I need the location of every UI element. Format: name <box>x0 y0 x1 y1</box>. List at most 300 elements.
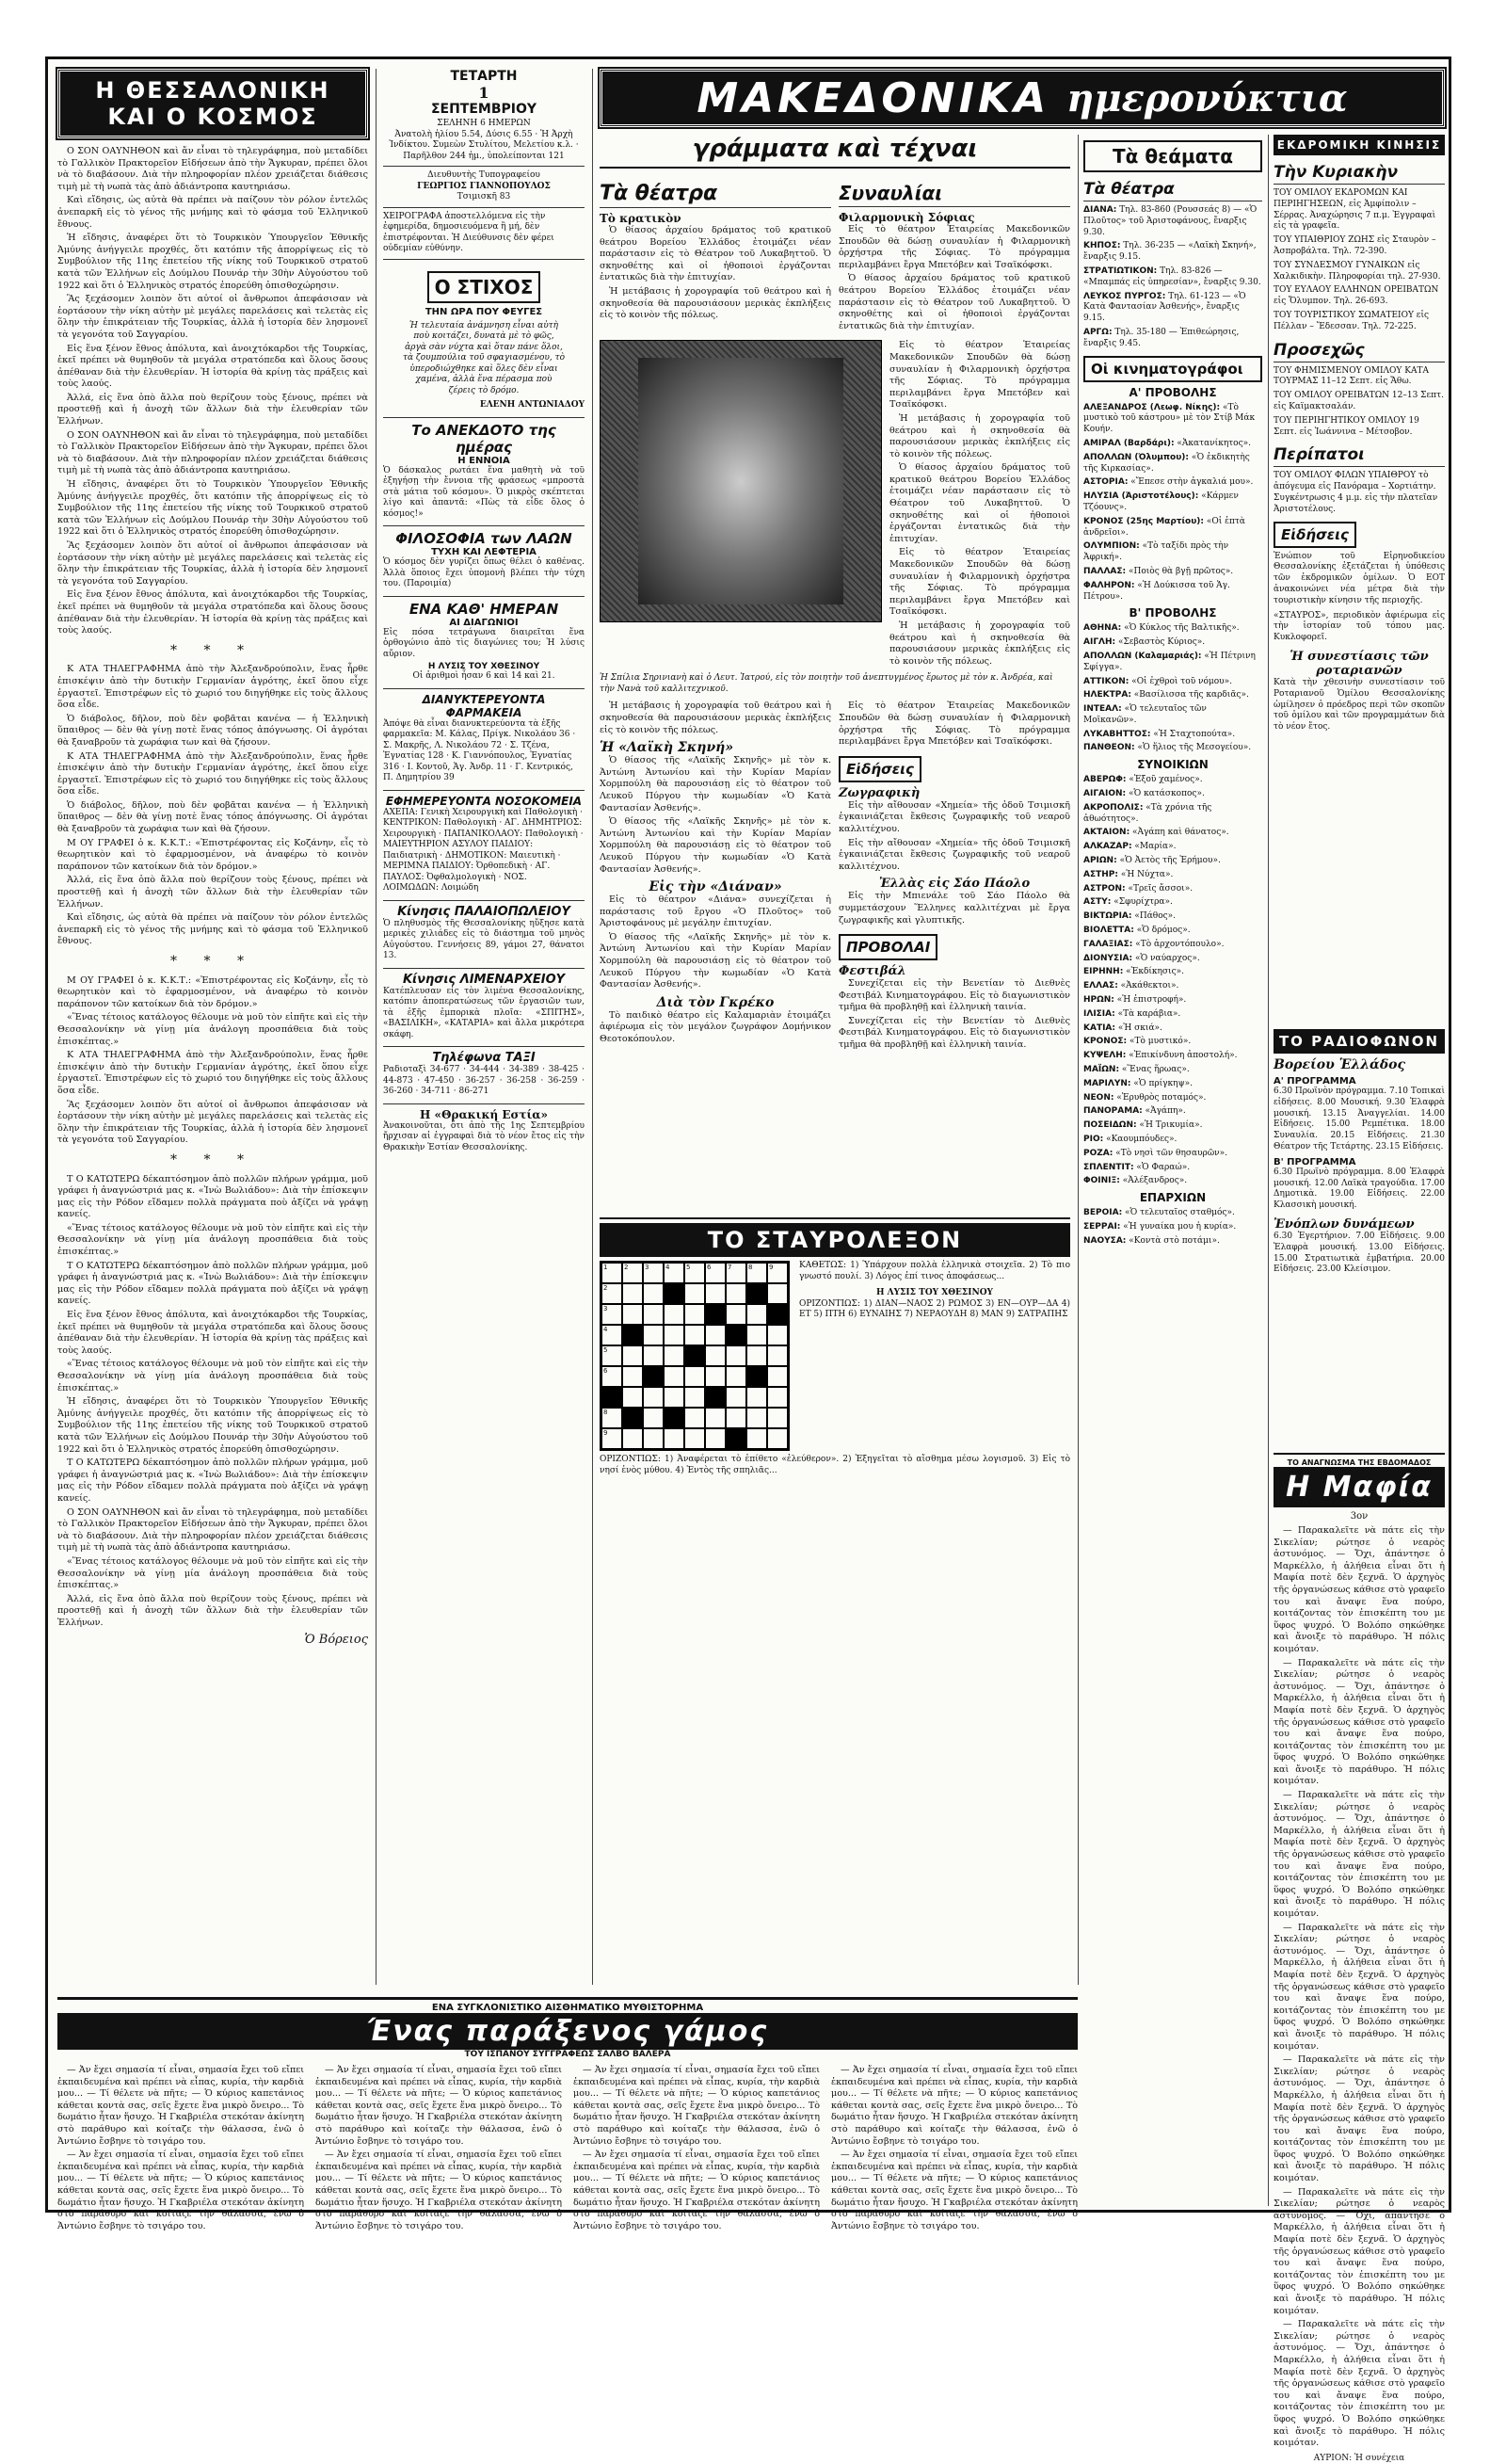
cinema-listing: ΠΑΝΟΡΑΜΑ: «Ἀγάπη». <box>1083 1106 1186 1117</box>
festival-title: Φεστιβάλ <box>839 964 906 979</box>
cinema-listing: ΦΑΛΗΡΟΝ: «Ἡ Δούκισσα τοῦ Ἁγ. Πέτρου». <box>1083 580 1230 602</box>
crossword-cell[interactable] <box>622 1345 643 1366</box>
crossword-cell[interactable] <box>767 1408 788 1428</box>
column-excursions <box>1274 135 1445 1020</box>
excursion-listing: ΤΟΥ ΟΜΙΛΟΥ ΟΡΕΙΒΑΤΩΝ 12–13 Σεπτ. εἰς Καϊμακτσαλάν. <box>1274 391 1444 411</box>
news-text-right: Ἐνώπιον τοῦ Εἰρηνοδικείου Θεσσαλονίκης ἐξετάζεται ἡ ὑπόθεσις τῶν ἐκδρομικῶν ὁμίλων. Ὁ ΕΟΤ ἀνακοινώνει νέα μέτρα διὰ τὴν τουριστικὴν κίνησιν τῆς περιοχῆς. <box>1274 551 1445 605</box>
article-paragraph: Ο ΣΟΝ ΟΑΥΝΗΘΟΝ καὶ ἄν εἶναι τὸ τηλεγράφημα, ποὺ μεταδίδει τὸ Γαλλικὸν Πρακτορεῖον Εἰδήσεων ἀπὸ τὴν Ἄγκυραν, πρέπει ὅλοι νὰ τὸ διαβάσουν. Διὰ τὴν πληροφορίαν πλέον χρειάζεται διάθεσις τιμὴ μὲ τὴ νωπὰ τὰς ἀπὸ ἀδιάντροπα καυτηριάσω. <box>57 1506 368 1554</box>
crossword-cell[interactable] <box>705 1428 726 1449</box>
article-paragraph: Τ Ο ΚΑΤΩΤΕΡΩ δέκαπτόσημον ἀπὸ πολλῶν πλήρων γράμμα, μοῦ γράφει ἡ ἀναγνώστριά μας κ. «Ἰνὼ Βωλιάδου»: Διὰ τὴν ἐπίσκεψιν μας εἰς τὴν Ρόδον εἴδαμεν πολλὰ πράγματα ποὺ ἀξίζει νὰ γράψῃ κανείς. <box>57 1260 368 1307</box>
harbor-text: Κατέπλευσαν εἰς τὸν λιμένα Θεσσαλονίκης, κατόπιν ἀποπερατώσεως τῶν ἐργασιῶν των, τὰ ἑξῆς ἐμπορικὰ πλοῖα: «ΣΠΙΤΗΣ», «ΒΑΣΙΛΙΚΗ», «ΚΑΤΑΡΙΑ» καὶ ἄλλα μικρότερα σκάφη. <box>383 986 585 1039</box>
crossword-cell[interactable] <box>622 1366 643 1387</box>
cinema-listing: ΠΑΝΘΕΟΝ: «Ὁ ἥλιος τῆς Μεσογείου». <box>1083 743 1252 753</box>
crossword-cell[interactable] <box>767 1283 788 1304</box>
crossword-cell[interactable] <box>664 1345 684 1366</box>
radio-heading: ΤΟ ΡΑΔΙΟΦΩΝΟΝ <box>1274 1029 1445 1054</box>
province-listings <box>1083 1208 1262 1247</box>
stavros-text: «ΣΤΑΥΡΟΣ», περιοδικὸν ἀφιέρωμα εἰς τὴν ἱστορίαν τοῦ τόπου μας. Κυκλοφορεῖ. <box>1274 610 1445 643</box>
filosofia-title: ΦΙΛΟΣΟΦΙΑ των ΛΑΩΝ <box>395 530 572 547</box>
novel-title: Ένας παράξενος γάμος <box>57 2013 1078 2050</box>
crossword-cell[interactable] <box>643 1304 664 1325</box>
stixos-author: ΕΛΕΝΗ ΑΝΤΩΝΙΑΔΟΥ <box>479 400 585 410</box>
arts-lower-left: Ἡ μετάβασις ἡ χορογραφία τοῦ θεάτρου καὶ ἡ σκηνοθεσία θὰ παρουσιάσουν μερικὰς ἐκπλήξεις εἰς τὸ κοινὸν τῆς πόλεως. Ἡ «Λαϊκὴ Σκηνή» Ὁ θίασος τῆς «Λαϊκῆς Σκηνῆς» μὲ τὸν κ. Ἀντώνη Ἀντωνίου καὶ τὴν Κυρίαν Μαρίαν Χορμπούλη θὰ παρουσιάσῃ εἰς τὸ θέατρον τοῦ Λευκοῦ Πύργου τὴν κωμωδίαν «Ὁ Κατὰ Φαντασίαν Ἀσθενής». Ὁ θίασος τῆς «Λαϊκῆς Σκηνῆς» μὲ τὸν κ. Ἀντώνη Ἀντωνίου καὶ τὴν Κυρίαν Μαρίαν Χορμπούλη θὰ παρουσιάσῃ εἰς τὸ θέατρον τοῦ Λευκοῦ Πύργου τὴν κωμωδίαν «Ὁ Κατὰ Φαντασίαν Ἀσθενής». Εἰς τὴν «Διάναν» Εἰς τὸ θέατρον «Διάνα» συνεχίζεται ἡ παράστασις τοῦ ἔργου «Ὁ Πλοῦτος» τοῦ Ἀριστοφάνους μὲ μεγάλην ἐπιτυχίαν. Ὁ θίασος τῆς «Λαϊκῆς Σκηνῆς» μὲ τὸν κ. Ἀντώνη Ἀντωνίου καὶ τὴν Κυρίαν Μαρίαν Χορμπούλη θὰ παρουσιάσῃ εἰς τὸ θέατρον τοῦ Λευκοῦ Πύργου τὴν κωμωδίαν «Ὁ Κατὰ Φαντασίαν Ἀσθενής». Διὰ τὸν Γκρέκο Τὸ παιδικὸ θέατρο εἰς Καλαμαριὰν ἑτοιμάζει ἀφιέρωμα εἰς τὸν μεγάλον ζωγράφον Δομήνικον Θεοτοκόπουλον. <box>600 701 831 1045</box>
crossword-cell[interactable] <box>705 1366 726 1387</box>
article-paragraph: «Ἕνας τέτοιος κατάλογος θέλουμε νὰ μοῦ τὸν εἰπῆτε καὶ εἰς τὴν Θεσσαλονίκην νὰ γίνῃ μία ἀνάλογη προσπάθεια διὰ τοὺς ἐπισκέπτας.» <box>57 1359 368 1393</box>
crossword-cell[interactable]: 1 <box>601 1263 622 1283</box>
crossword-cell[interactable] <box>664 1283 684 1304</box>
crossword-cell[interactable] <box>643 1325 664 1345</box>
crossword-cell[interactable] <box>684 1304 705 1325</box>
armed-forces-heading: Ἐνόπλων δυνάμεων <box>1274 1216 1415 1232</box>
daily-puzzle-title: ΕΝΑ ΚΑΘ' ΗΜΕΡΑΝ <box>409 600 559 618</box>
column-rule <box>592 69 593 1985</box>
cinema-listing: ΣΠΛΕΝΤΙΤ: «Ὁ Φαραώ». <box>1083 1162 1191 1172</box>
taxi-text: Ραδιοταξὶ 34-677 · 34-444 · 34-389 · 38-425 · 44-873 · 47-450 · 36-257 · 36-258 · 36-259 · 36-260 · 34-711 · 86-271 <box>383 1065 585 1096</box>
cinema-listing: ΡΙΟ: «Καουμπόυδες». <box>1083 1135 1178 1144</box>
crossword-cell[interactable] <box>664 1408 684 1428</box>
cinema-listing: ΑΠΟΛΛΩΝ (Ὀλυμπου): «Ὁ ἐκδικητὴς τῆς Κιρκασίας». <box>1083 452 1250 474</box>
crossword-cell[interactable] <box>643 1366 664 1387</box>
crossword-cell[interactable] <box>726 1283 746 1304</box>
daily-puzzle-subtitle: ΑΙ ΔΙΑΓΩΝΙΟΙ <box>449 617 519 628</box>
upcoming-listings <box>1274 366 1445 439</box>
cinema-listing: ΗΡΩΝ: «Ἡ ἐπιστροφή». <box>1083 995 1187 1006</box>
excursion-listing: ΤΟΥ ΣΥΝΔΕΣΜΟΥ ΓΥΝΑΙΚΩΝ εἰς Χαλκιδικὴν. Πληροφορίαι τηλ. 27-930. <box>1274 260 1441 282</box>
article-paragraph: «Ἕνας τέτοιος κατάλογος θέλουμε νὰ μοῦ τὸν εἰπῆτε καὶ εἰς τὴν Θεσσαλονίκην νὰ γίνῃ μία ἀνάλογη προσπάθεια διὰ τοὺς ἐπισκέπτας.» <box>57 1222 368 1258</box>
column-almanac <box>383 69 585 2004</box>
crossword-cell[interactable] <box>746 1366 767 1387</box>
cinema-listing: ΚΡΟΝΟΣ: «Τὸ μυστικό». <box>1083 1037 1192 1047</box>
article-paragraph: Ἡ εἴδησις, ἀναφέρει ὅτι τὸ Τουρκικὸν Ὑπουργεῖον Ἐθνικῆς Ἀμύνης ἀνήγγειλε προχθές, ὅτι κατόπιν τῆς ἀπορρίψεως εἰς τὸ Συμβούλιον τῆς 11ης ἐπετείου τῆς νίκης τοῦ Τουρκικοῦ στρατοῦ κατὰ τῶν Ἑλλήνων εἰς Δούμλου Πουνάρ τὴν 30ὴν Αὐγούστου τοῦ 1922 καὶ ὅτι ὁ Ἑλληνικὸς στρατός ἐπορεύθη ὀπισθοχώρησιν. <box>57 233 368 291</box>
crossword-cell[interactable]: 6 <box>705 1263 726 1283</box>
theater-listing: ΔΙΑΝΑ: Τηλ. 83-860 (Ρουσσεάς 8) — «Ὁ Πλοῦτος» τοῦ Ἀριστοφάνους, ἔναρξις 9.30. <box>1083 205 1258 237</box>
cinema-listing: ΙΝΤΕΑΛ: «Ὁ τελευταῖος τῶν Μοϊκανῶν». <box>1083 704 1207 725</box>
cinema-listing: ΛΥΚΑΒΗΤΤΟΣ: «Ἡ Σταχτοπούτα». <box>1083 729 1236 739</box>
news-heading: Εἰδήσεις <box>839 756 921 782</box>
population-text: Ὁ πληθυσμὸς τῆς Θεσσαλονίκης ηὔξησε κατὰ μερικὲς χιλιάδες εἰς τὸ διάστημα τοῦ μηνὸς Αὐγούστου. Γεννήσεις 89, γάμοι 27, θάνατοι 13. <box>383 918 585 960</box>
mafia-pretitle: ΤΟ ΑΝΑΓΝΩΣΜΑ ΤΗΣ ΕΒΔΟΜΑΔΟΣ <box>1287 1458 1432 1467</box>
crossword-cell[interactable] <box>684 1325 705 1345</box>
article-paragraph: Κ ΑΤΑ ΤΗΛΕΓΡΑΦΗΜΑ ἀπὸ τὴν Ἀλεξανδρούπολιν, ἕνας ἦρθε ἐπισκέψιν ἀπὸ τὴν δυτικὴν Γερμανίαν ἀγρότης, ἐκεῖ ὅπου εἶχε ἐργαστεῖ. Ἐπιστρέφων εἰς τὸ χωριό του διηγήθηκε εἰς τοὺς ἄλλους ὅσα εἶδε. <box>57 664 368 711</box>
crossword-cell[interactable] <box>705 1408 726 1428</box>
cinema-listing: ΡΟΖΑ: «Τὸ νησὶ τῶν θησαυρῶν». <box>1083 1148 1228 1158</box>
crossword-cell[interactable] <box>726 1304 746 1325</box>
crossword-cell[interactable]: 6 <box>601 1366 622 1387</box>
crossword-cell[interactable]: 5 <box>601 1345 622 1366</box>
cinema-listing: ΑΙΓΛΗ: «Σεβαστὸς Κύριος». <box>1083 637 1206 648</box>
cinema-listing: ΑΛΚΑΖΑΡ: «Μαρία». <box>1083 842 1177 852</box>
crossword-solution-title: Η ΛΥΣΙΣ ΤΟΥ ΧΘΕΣΙΝΟΥ <box>876 1288 993 1297</box>
article-paragraph: Κ ΑΤΑ ΤΗΛΕΓΡΑΦΗΜΑ ἀπὸ τὴν Ἀλεξανδρούπολιν, ἕνας ἦρθε ἐπισκέψιν ἀπὸ τὴν δυτικὴν Γερμανίαν ἀγρότης, ἐκεῖ ὅπου εἶχε ἐργαστεῖ. Ἐπιστρέφων εἰς τὸ χωριό του διηγήθηκε εἰς τοὺς ἄλλους ὅσα εἶδε. <box>57 750 368 797</box>
cinema-listing: ΒΙΚΤΩΡΙΑ: «Πάθος». <box>1083 911 1177 922</box>
stixos-title: Ο ΣΤΙΧΟΣ <box>427 271 541 303</box>
population-box <box>383 900 585 962</box>
novel-pretitle: ΕΝΑ ΣΥΓΚΛΟΝΙΣΤΙΚΟ ΑΙΣΘΗΜΑΤΙΚΟ ΜΥΘΙΣΤΟΡΗΜΑ <box>431 2003 704 2013</box>
crossword-cell[interactable] <box>622 1387 643 1408</box>
crossword-down-clues: ΚΑΘΕΤΩΣ: 1) Ὑπάρχουν πολλὰ ἑλληνικὰ στοιχεῖα. 2) Τὸ πιο γνωστό πουλί. 3) Λόγος ἐπί τινος ἀποφάσεως... <box>799 1261 1070 1281</box>
novel-top-rule <box>57 1997 1078 2000</box>
pharmacies-list: Ἀπόψε θὰ εἶναι διανυκτερεύοντα τὰ ἑξῆς φαρμακεῖα: Μ. Κάλας, Πρίγκ. Νικολάου 36 · Σ. Μακρῆς, Λ. Νικολάου 72 · Σ. Τζένα, Ἐγνατίας 128 · Κ. Γιαννόπουλος, Ἐγνατίας 316 · Ι. Κοντοῦ, Ἁγ. Ἀνδρ. 11 · Γ. Κεντρικός, Π. Δημητρίου 39 <box>383 718 576 782</box>
article-paragraph: Ἂς ξεχάσομεν λοιπὸν ὅτι αὐτοί οἱ ἄνθρωποι ἀπεφάσισαν νὰ ἑορτάσουν τὴν νίκη αὐτὴν μὲ μεγάλες παρελάσεις καὶ τελετὰς εἰς ὅλην τὴν ἐπικράτειαν τῆς Τουρκίας, ἀλλὰ ἡ ἱστορία δὲν λησμονεῖ τὰ γεγονότα τοῦ Σαγγαρίου. <box>57 1099 368 1146</box>
crossword-cell[interactable] <box>664 1304 684 1325</box>
section-divider: * * * <box>170 642 255 658</box>
crossword-across-clues: ΟΡΙΖΟΝΤΙΩΣ: 1) Ἀναφέρεται τὸ ἐπίθετο «ἐλεύθερον». 2) Ἐξηγεῖται τὸ αἴσθημα μέσω λογισμοῦ. 3) Εἰς τὸ νησί ἑνὸς μύθου. 4) Ἐντὸς τῆς σπηλιᾶς... <box>600 1455 1070 1475</box>
armed-forces-text: 6.30 Ἐγερτήριον. 7.00 Εἰδήσεις. 9.00 Ἑλαφρὰ μουσική. 13.00 Εἰδήσεις. 15.00 Στρατιωτικὰ ἐμβατήρια. 20.00 Εἰδήσεις. 23.00 Κλείσιμον. <box>1274 1231 1445 1275</box>
crossword-cell[interactable] <box>767 1387 788 1408</box>
crossword-cell[interactable]: 3 <box>601 1304 622 1325</box>
crossword-cell[interactable] <box>726 1387 746 1408</box>
rotary-text: Κατὰ τὴν χθεσινὴν συνεστίασιν τοῦ Ροταριανοῦ Ὁμίλου Θεσσαλονίκης ὡμίλησεν ὁ πρόεδρος περὶ τῶν σκοπῶν τοῦ ὁμίλου καὶ τῶν προγραμμάτων διὰ τὸ νέον ἔτος. <box>1274 677 1445 733</box>
stixos-box <box>383 266 585 411</box>
sun-info: Ἀνατολὴ ἡλίου 5.54, Δύσις 6.55 · Ἡ Ἀρχὴ Ἰνδίκτου. Συμεὼν Στυλίτου, Μελετίου κ.λ. · Παρῆλθον 244 ἡμ., ὑπολείπονται 121 <box>389 129 579 161</box>
article-paragraph: Ἡ εἴδησις, ἀναφέρει ὅτι τὸ Τουρκικὸν Ὑπουργεῖον Ἐθνικῆς Ἀμύνης ἀνήγγειλε προχθές, ὅτι κατόπιν τῆς ἀπορρίψεως εἰς τὸ Συμβούλιον τῆς 11ης ἐπετείου τῆς νίκης τοῦ Τουρκικοῦ στρατοῦ κατὰ τῶν Ἑλλήνων εἰς Δούμλου Πουνάρ τὴν 30ὴν Αὐγούστου τοῦ 1922 καὶ ὅτι ὁ Ἑλληνικὸς στρατός ἐπορεύθη ὀπισθοχώρησιν. <box>57 1396 368 1455</box>
cinema-listing: ΑΚΡΟΠΟΛΙΣ: «Τὰ χρόνια τῆς ἀθωότητος». <box>1083 802 1212 824</box>
anekdoto-subtitle: Η ΕΝΝΟΙΑ <box>457 455 510 466</box>
crossword-cell[interactable] <box>664 1366 684 1387</box>
crossword-cell[interactable] <box>664 1325 684 1345</box>
crossword-cell[interactable] <box>643 1387 664 1408</box>
crossword-cell[interactable]: 2 <box>601 1283 622 1304</box>
cinema-listing: ΠΟΣΕΙΔΩΝ: «Ἡ Τρικυμία». <box>1083 1120 1203 1131</box>
saopaulo-title: Ἐλλὰς εἰς Σάο Πάολο <box>878 877 1031 892</box>
date-number: 1 <box>478 84 489 102</box>
mafia-serial <box>1274 1453 1445 2463</box>
crossword-cell[interactable] <box>705 1345 726 1366</box>
anekdoto-title: Το ΑΝΕΚΔΟΤΟ της ημέρας <box>411 421 556 456</box>
article-paragraph: Ο ΣΟΝ ΟΑΥΝΗΘΟΝ καὶ ἄν εἶναι τὸ τηλεγράφημα, ποὺ μεταδίδει τὸ Γαλλικὸν Πρακτορεῖον Εἰδήσεων ἀπὸ τὴν Ἄγκυραν, πρέπει ὅλοι νὰ τὸ διαβάσουν. Διὰ τὴν πληροφορίαν πλέον χρειάζεται διάθεσις τιμὴ μὲ τὴ νωπὰ τὰς ἀπὸ ἀδιάντροπα καυτηριάσω. <box>57 146 368 192</box>
cinema-listing: ΕΛΛΑΣ: «Ἀκάθεκτοι». <box>1083 981 1179 991</box>
cinema-listing: ΑΒΕΡΩΦ: «Ἐξοῦ χαμένος». <box>1083 775 1203 785</box>
estia-text: Ἀνακοινοῦται, ὅτι ἀπὸ τῆς 1ης Σεπτεμβρίου ἤρχισαν αἱ ἐγγραφαὶ διὰ τὸ νέον ἔτος εἰς τὴν Θρακικὴν Ἑστίαν Θεσσαλονίκης. <box>383 1120 585 1152</box>
philharmonic-text: Εἰς τὸ θέατρον Ἑταιρείας Μακεδονικῶν Σπουδῶν θὰ δώσῃ συναυλίαν ἡ Φιλαρμονικὴ ὀρχήστρα τῆς Σόφιας. Τὸ πρόγραμμα περιλαμβάνει ἔργα Μπετόβεν καὶ Τσαϊκόφσκι. Ὁ θίασος ἀρχαίου δράματος τοῦ κρατικοῦ θεάτρου Βορείου Ἑλλάδος ἐτοιμάζει νέαν παράστασιν εἰς τὸ Θέατρον τοῦ Λυκαβηττοῦ. Ὁ σκηνοθέτης καὶ οἱ ἠθοποιοὶ ἐργάζονται ἐντατικῶς διὰ τὴν ἐπιτυχίαν. <box>839 224 1070 331</box>
author-signature: Ὁ Βόρειος <box>304 1633 368 1648</box>
article-paragraph: Ἡ εἴδησις, ἀναφέρει ὅτι τὸ Τουρκικὸν Ὑπουργεῖον Ἐθνικῆς Ἀμύνης ἀνήγγειλε προχθές, ὅτι κατόπιν τῆς ἀπορρίψεως εἰς τὸ Συμβούλιον τῆς 11ης ἐπετείου τῆς νίκης τοῦ Τουρκικοῦ στρατοῦ κατὰ τῶν Ἑλλήνων εἰς Δούμλου Πουνάρ τὴν 30ὴν Αὐγούστου τοῦ 1922 καὶ ὅτι ὁ Ἑλληνικὸς στρατός ἐπορεύθη ὀπισθοχώρησιν. <box>57 479 368 538</box>
painting-title: Ζωγραφικὴ <box>839 785 921 800</box>
cinema-listing: ΑΡΙΩΝ: «Ὁ Ἀετὸς τῆς Ἐρήμου». <box>1083 856 1221 866</box>
cinema-listing: ΗΛΕΚΤΡΑ: «Βασίλισσα τῆς καρδιᾶς». <box>1083 690 1249 701</box>
arts-lower-right: Εἰς τὸ θέατρον Ἑταιρείας Μακεδονικῶν Σπουδῶν θὰ δώσῃ συναυλίαν ἡ Φιλαρμονικὴ ὀρχήστρα τῆς Σόφιας. Τὸ πρόγραμμα περιλαμβάνει ἔργα Μπετόβεν καὶ Τσαϊκόφσκι. Εἰδήσεις Ζωγραφικὴ Εἰς τὴν αἴθουσαν «Χημεία» τῆς ὁδοῦ Τσιμισκῆ ἐγκαινιάζεται ἔκθεσις ζωγραφικῆς τοῦ νεαροῦ καλλιτέχνου. Εἰς τὴν αἴθουσαν «Χημεία» τῆς ὁδοῦ Τσιμισκῆ ἐγκαινιάζεται ἔκθεσις ζωγραφικῆς τοῦ νεαροῦ καλλιτέχνου. Ἐλλὰς εἰς Σάο Πάολο Εἰς τὴν Μπιενάλε τοῦ Σάο Πάολο θὰ συμμετάσχουν Ἕλληνες καλλιτέχναι μὲ ἔργα ζωγραφικῆς καὶ γλυπτικῆς. ΠΡΟΒΟΛΑΙ Φεστιβάλ Συνεχίζεται εἰς τὴν Βενετίαν τὸ Διεθνὲς Φεστιβάλ Κινηματογράφου. Εἰς τὸ διαγωνιστικὸν τμῆμα θὰ προβληθῇ καὶ ἑλληνικὴ ταινία. Συνεχίζεται εἰς τὴν Βενετίαν τὸ Διεθνὲς Φεστιβάλ Κινηματογράφου. Εἰς τὸ διαγωνιστικὸν τμῆμα θὰ προβληθῇ καὶ ἑλληνικὴ ταινία. <box>839 701 1070 1051</box>
saopaulo-text: Εἰς τὴν Μπιενάλε τοῦ Σάο Πάολο θὰ συμμετάσχουν Ἕλληνες καλλιτέχναι μὲ ἔργα ζωγραφικῆς καὶ γλυπτικῆς. <box>839 891 1070 926</box>
crossword-cell[interactable] <box>746 1408 767 1428</box>
neighborhood-heading: ΣΥΝΟΙΚΙΩΝ <box>1137 758 1209 772</box>
novel-header <box>57 2003 1078 2059</box>
second-program-heading: Β' ΠΡΟΓΡΑΜΜΑ <box>1274 1156 1356 1168</box>
second-run-listings <box>1083 623 1262 754</box>
mafia-title: Η Μαφία <box>1274 1467 1445 1507</box>
article-paragraph: Κ ΑΤΑ ΤΗΛΕΓΡΑΦΗΜΑ ἀπὸ τὴν Ἀλεξανδρούπολιν, ἕνας ἦρθε ἐπισκέψιν ἀπὸ τὴν δυτικὴν Γερμανίαν ἀγρότης, ἐκεῖ ὅπου εἶχε ἐργαστεῖ. Ἐπιστρέφων εἰς τὸ χωριό του διηγήθηκε εἰς τοὺς ἄλλους ὅσα εἶδε. <box>57 1050 368 1096</box>
cinema-listing: ΑΣΤΟΡΙΑ: «Ἔπεσε στὴν ἀγκαλιά μου». <box>1083 477 1254 488</box>
photo-caption: Ἡ Σπίλια Σηρινιανὴ καὶ ὁ Λευτ. Ἰατρού, εἰς τὸν ποιητὴν τοῦ ἀνεπτυγμένος ἔρωτος μὲ τὸν κ. Ἀνδρέα, καὶ τὴν Νανὰ τοῦ καλλιτεχνικοῦ. <box>600 673 1053 694</box>
first-program-text: 6.30 Πρωϊνὸν πρόγραμμα. 7.10 Τοπικαὶ εἰδήσεις. 8.00 Μουσική. 9.30 Ἑλαφρὰ μουσική. 13.15 Ἀναγγελίαι. 14.00 Εἰδήσεις. 15.00 Ρεμπέτικα. 18.00 Συναυλία. 20.15 Εἰδήσεις. 21.30 Θέατρον τῆς Τετάρτης. 23.15 Εἰδήσεις. <box>1274 1087 1445 1151</box>
arts-left-col <box>600 174 831 334</box>
crossword-cell[interactable] <box>643 1345 664 1366</box>
cinema-listing: ΑΣΤΗΡ: «Ἡ Νύχτα». <box>1083 869 1174 879</box>
section-divider: * * * <box>170 954 255 969</box>
crossword-cell[interactable] <box>705 1387 726 1408</box>
neighborhood-listings <box>1083 775 1262 1187</box>
crossword-cell[interactable] <box>643 1283 664 1304</box>
cinema-listing: ΝΑΟΥΣΑ: «Κοντὰ στὸ ποτάμι». <box>1083 1235 1220 1246</box>
novel-section <box>57 2003 1078 2231</box>
excursions-heading: ΕΚΔΡΟΜΙΚΗ ΚΙΝΗΣΙΣ <box>1274 135 1445 155</box>
crossword-cell[interactable] <box>684 1387 705 1408</box>
crossword-cell[interactable]: 4 <box>601 1325 622 1345</box>
crossword-solution: ΟΡΙΖΟΝΤΙΩΣ: 1) ΔΙΑΝ—ΝΑΟΣ 2) ΡΩΜΟΣ 3) ΕΝ—ΟΥΡ—ΔΑ 4) ΕΤ 5) ΠΤΗ 6) ΕΥΝΑΙΗΣ 7) ΝΕΡΑΟΥΔΗ 8) ΜΑΝ 9) ΣΑΤΡΑΠΗΣ <box>799 1298 1070 1319</box>
masthead-right: ημερονύκτια <box>1066 75 1348 121</box>
theater-listing: ΛΕΥΚΟΣ ΠΥΡΓΟΣ: Τηλ. 61-123 — «Ὁ Κατὰ Φαντασίαν Ἀσθενής», ἔναρξις 9.15. <box>1083 291 1246 324</box>
excursion-listing: ΤΟΥ ΦΗΜΙΣΜΕΝΟΥ ΟΜΙΛΟΥ ΚΑΤΑ ΤΟΥΡΜΑΣ 11–12 Σεπτ. εἰς Ἄθω. <box>1274 365 1429 387</box>
cinema-listing: ΗΛΥΣΙΑ (Ἀριστοτέλους): «Κάρμεν Τζόουνς». <box>1083 491 1239 512</box>
cinema-listing: ΟΛΥΜΠΙΟΝ: «Τὸ ταξίδι πρὸς τὴν Ἀφρική». <box>1083 541 1229 563</box>
article-paragraph: Τ Ο ΚΑΤΩΤΕΡΩ δέκαπτόσημον ἀπὸ πολλῶν πλήρων γράμμα, μοῦ γράφει ἡ ἀναγνώστριά μας κ. «Ἰνὼ Βωλιάδου»: Διὰ τὴν ἐπίσκεψιν μας εἰς τὴν Ρόδον εἴδαμεν πολλὰ πράγματα ποὺ ἀξίζει νὰ γράψῃ κανείς. <box>57 1457 368 1504</box>
arts-right-col <box>839 174 1070 334</box>
cinema-listing: ΑΣΤΡΟΝ: «Τρεῖς ἄσσοι». <box>1083 883 1194 894</box>
column-thessaloniki <box>57 69 368 2004</box>
crossword-cell[interactable] <box>622 1304 643 1325</box>
radio-subheading: Βορείου Ἑλλάδος <box>1274 1057 1406 1072</box>
news-heading-right: Εἰδήσεις <box>1274 522 1356 548</box>
article-paragraph: «Ἕνας τέτοιος κατάλογος θέλουμε νὰ μοῦ τὸν εἰπῆτε καὶ εἰς τὴν Θεσσαλονίκην νὰ γίνῃ μία ἀνάλογη προσπάθεια διὰ τοὺς ἐπισκέπτας.» <box>57 1555 368 1591</box>
first-run-listings <box>1083 403 1262 604</box>
kratiko-title: Τὸ κρατικὸν <box>600 212 681 225</box>
novel-columns: — Ἀν ἔχει σημασία τί εἶναι, σημασία ἔχει τοῦ εἴπει ἐκπαιδευμένα καὶ πρέπει νὰ εἶπας, κυρία, τὴν καρδιὰ μου... — Τί θέλετε νὰ πῆτε; — Ὁ κύριος καπετάνιος κάθεται κοντὰ σας, σεῖς ἔχετε ἕνα μικρὸ ὄνειρο... Τὸ δωμάτιο ἦταν ἥσυχο. Ἡ Γκαβριέλα στεκόταν ἀκίνητη στὸ παράθυρο καὶ κοίταζε τὴν θάλασσα, ἐνῶ ὁ Ἀντώνιο ἔσβηνε τὸ τσιγάρο του. — Ἀν ἔχει σημασία τί εἶναι, σημασία ἔχει τοῦ εἴπει ἐκπαιδευμένα καὶ πρέπει νὰ εἶπας, κυρία, τὴν καρδιὰ μου... — Τί θέλετε νὰ πῆτε; — Ὁ κύριος καπετάνιος κάθεται κοντὰ σας, σεῖς ἔχετε ἕνα μικρὸ ὄνειρο... Τὸ δωμάτιο ἦταν ἥσυχο. Ἡ Γκαβριέλα στεκόταν ἀκίνητη στὸ παράθυρο καὶ κοίταζε τὴν θάλασσα, ἐνῶ ὁ Ἀντώνιο ἔσβηνε τὸ τσιγάρο του. — Ἀν ἔχει σημασία τί εἶναι, σημασία ἔχει τοῦ εἴπει ἐκπαιδευμένα καὶ πρέπει νὰ εἶπας, κυρία, τὴν καρδιὰ μου... — Τί θέλετε νὰ πῆτε; — Ὁ κύριος καπετάνιος κάθεται κοντὰ σας, σεῖς ἔχετε ἕνα μικρὸ ὄνειρο... Τὸ δωμάτιο ἦταν ἥσυχο. Ἡ Γκαβριέλα στεκόταν ἀκίνητη στὸ παράθυρο καὶ κοίταζε τὴν θάλασσα, ἐνῶ ὁ Ἀντώνιο ἔσβηνε τὸ τσιγάρο του. — Ἀν ἔχει σημασία τί εἶναι, σημασία ἔχει τοῦ εἴπει ἐκπαιδευμένα καὶ πρέπει νὰ εἶπας, κυρία, τὴν καρδιὰ μου... — Τί θέλετε νὰ πῆτε; — Ὁ κύριος καπετάνιος κάθεται κοντὰ σας, σεῖς ἔχετε ἕνα μικρὸ ὄνειρο... Τὸ δωμάτιο ἦταν ἥσυχο. Ἡ Γκαβριέλα στεκόταν ἀκίνητη στὸ παράθυρο καὶ κοίταζε τὴν θάλασσα, ἐνῶ ὁ Ἀντώνιο ἔσβηνε τὸ τσιγάρο του. — Ἀν ἔχει σημασία τί εἶναι, σημασία ἔχει τοῦ εἴπει ἐκπαιδευμένα καὶ πρέπει νὰ εἶπας, κυρία, τὴν καρδιὰ μου... — Τί θέλετε νὰ πῆτε; — Ὁ κύριος καπετάνιος κάθεται κοντὰ σας, σεῖς ἔχετε ἕνα μικρὸ ὄνειρο... Τὸ δωμάτιο ἦταν ἥσυχο. Ἡ Γκαβριέλα στεκόταν ἀκίνητη στὸ παράθυρο καὶ κοίταζε τὴν θάλασσα, ἐνῶ ὁ Ἀντώνιο ἔσβηνε τὸ τσιγάρο του. — Ἀν ἔχει σημασία τί εἶναι, σημασία ἔχει τοῦ εἴπει ἐκπαιδευμένα καὶ πρέπει νὰ εἶπας, κυρία, τὴν καρδιὰ μου... — Τί θέλετε νὰ πῆτε; — Ὁ κύριος καπετάνιος κάθεται κοντὰ σας, σεῖς ἔχετε ἕνα μικρὸ ὄνειρο... Τὸ δωμάτιο ἦταν ἥσυχο. Ἡ Γκαβριέλα στεκόταν ἀκίνητη στὸ παράθυρο καὶ κοίταζε τὴν θάλασσα, ἐνῶ ὁ Ἀντώνιο ἔσβηνε τὸ τσιγάρο του. — Ἀν ἔχει σημασία τί εἶναι, σημασία ἔχει τοῦ εἴπει ἐκπαιδευμένα καὶ πρέπει νὰ εἶπας, κυρία, τὴν καρδιὰ μου... — Τί θέλετε νὰ πῆτε; — Ὁ κύριος καπετάνιος κάθεται κοντὰ σας, σεῖς ἔχετε ἕνα μικρὸ ὄνειρο... Τὸ δωμάτιο ἦταν ἥσυχο. Ἡ Γκαβριέλα στεκόταν ἀκίνητη στὸ παράθυρο καὶ κοίταζε τὴν θάλασσα, ἐνῶ ὁ Ἀντώνιο ἔσβηνε τὸ τσιγάρο του. — Ἀν ἔχει σημασία τί εἶναι, σημασία ἔχει τοῦ εἴπει ἐκπαιδευμένα καὶ πρέπει νὰ εἶπας, κυρία, τὴν καρδιὰ μου... — Τί θέλετε νὰ πῆτε; — Ὁ κύριος καπετάνιος κάθεται κοντὰ σας, σεῖς ἔχετε ἕνα μικρὸ ὄνειρο... Τὸ δωμάτιο ἦταν ἥσυχο. Ἡ Γκαβριέλα στεκόταν ἀκίνητη στὸ παράθυρο καὶ κοίταζε τὴν θάλασσα, ἐνῶ ὁ Ἀντώνιο ἔσβηνε τὸ τσιγάρο του. <box>57 2065 1078 2231</box>
cinema-listing: ΦΟΙΝΙΞ: «Ἀλέξανδρος». <box>1083 1176 1188 1186</box>
crossword-section <box>600 1217 1070 1500</box>
shows-heading: Τὰ θεάματα <box>1083 140 1262 172</box>
crossword-cell[interactable]: 3 <box>643 1263 664 1283</box>
cinema-listing: ΑΜΙΡΑΛ (Βαρδάρι): «Ἀκατανίκητος». <box>1083 438 1252 448</box>
crossword-cell[interactable] <box>664 1387 684 1408</box>
crossword-cell[interactable] <box>643 1408 664 1428</box>
crossword-clues <box>799 1261 1070 1451</box>
director-label: Διευθυντὴς Τυπογραφείου <box>427 170 540 180</box>
masthead <box>600 69 1445 127</box>
theater-listings <box>1083 205 1262 350</box>
excursion-listing: ΤΟΥ ΕΥΛΑΟΥ ΕΛΛΗΝΩΝ ΟΡΕΙΒΑΤΩΝ εἰς Ὄλυμπον. Τηλ. 26-693. <box>1274 285 1439 307</box>
article-paragraph: Μ ΟΥ ΓΡΑΦΕΙ ὁ κ. Κ.Κ.Τ.: «Ἐπιστρέφοντας εἰς Κοζάνην, εἶς τὸ θεωρητικὸν καὶ τὸ ἐφαρμοσμένον, νὰ ἀναφέρω τὸ κοινὸν παράπονον τῶν κατοίκων διὰ τὸν δρόμον.» <box>57 974 368 1009</box>
moon-phase: ΣΕΛΗΝΗ 6 ΗΜΕΡΩΝ <box>437 119 531 128</box>
filosofia-subtitle: ΤΥΧΗ ΚΑΙ ΛΕΦΤΕΡΙΑ <box>431 547 537 557</box>
hospitals-list: ΑΧΕΠΑ: Γενικὴ Χειρουργικὴ καὶ Παθολογικὴ · ΚΕΝΤΡΙΚΟΝ: Παθολογικὴ · ΑΓ. ΔΗΜΗΤΡΙΟΣ: Χειρουργικὴ · ΠΑΠΑΝΙΚΟΛΑΟΥ: Παθολογικὴ · ΜΑΙΕΥΤΗΡΙΟΝ ΑΣΥΛΟΥ ΠΑΙΔΙΟΥ: Παιδιατρικὴ · ΔΗΜΟΤΙΚΟΝ: Μαιευτικὴ · ΜΕΡΙΜΝΑ ΠΑΙΔΙΟΥ: Ὀρθοπεδικὴ · ΑΓ. ΠΑΥΛΟΣ: Ὀφθαλμολογικὴ · ΝΟΣ. ΛΟΙΜΩΔΩΝ: Λοιμώδη <box>383 807 584 893</box>
estia-box <box>383 1103 585 1154</box>
masthead-title <box>602 72 1442 124</box>
thessaloniki-banner <box>57 69 368 138</box>
date-box <box>383 69 585 167</box>
second-program-text: 6.30 Πρωϊνὸ πρόγραμμα. 8.00 Ἐλαφρὰ μουσική. 12.00 Λαϊκὰ τραγούδια. 17.00 Δημοτικὰ. 19.00 Εἰδήσεις. 22.00 Κλασσικὴ μουσική. <box>1274 1167 1445 1211</box>
crossword-cell[interactable] <box>767 1304 788 1325</box>
crossword-cell[interactable] <box>705 1325 726 1345</box>
crossword-title: ΤΟ ΣΤΑΥΡΟΛΕΞΟΝ <box>600 1223 1070 1257</box>
festival-text: Συνεχίζεται εἰς τὴν Βενετίαν τὸ Διεθνὲς Φεστιβάλ Κινηματογράφου. Εἰς τὸ διαγωνιστικὸν τμῆμα θὰ προβληθῇ καὶ ἑλληνικὴ ταινία. Συνεχίζεται εἰς τὴν Βενετίαν τὸ Διεθνὲς Φεστιβάλ Κινηματογράφου. Εἰς τὸ διαγωνιστικὸν τμῆμα θὰ προβληθῇ καὶ ἑλληνικὴ ταινία. <box>839 978 1070 1051</box>
masthead-left: ΜΑΚΕΔΟΝΙΚΑ <box>697 73 1050 122</box>
manuscripts-notice: ΧΕΙΡΟΓΡΑΦΑ ἀποστελλόμενα εἰς τὴν ἐφημερίδα, δημοσιευόμενα ἢ μή, δὲν ἐπιστρέφονται. Ἡ Διεύθυνσις δὲν φέρει οὐδεμίαν εὐθύνην. <box>383 208 585 260</box>
stixos-poem: Ἡ τελευταία ἀνάμνηση εἶναι αὐτὴ ποὺ κοιτάζει, δυνατὰ μὲ τὸ φῶς, ἀργὰ σὰν νύχτα καὶ ὅταν πάνε ὅλοι, τὰ ζουμπούλια τοῦ σφαγιασμένου, τὸ ὑπεροδιώχθηκε καὶ ὅλες δὲν εἶναι χαμένα, ἀλλὰ ἕνα πέρασμα ποὺ ζέρεις τὸ δρόμο. <box>402 320 566 395</box>
cinema-listing: ΑΠΟΛΛΩΝ (Καλαμαριάς): «Ἡ Πέτρινη Σφίγγα». <box>1083 651 1256 672</box>
laiki-text: Ὁ θίασος τῆς «Λαϊκῆς Σκηνῆς» μὲ τὸν κ. Ἀντώνη Ἀντωνίου καὶ τὴν Κυρίαν Μαρίαν Χορμπούλη θὰ παρουσιάσῃ εἰς τὸ θέατρον τοῦ Λευκοῦ Πύργου τὴν κωμωδίαν «Ὁ Κατὰ Φαντασίαν Ἀσθενής». Ὁ θίασος τῆς «Λαϊκῆς Σκηνῆς» μὲ τὸν κ. Ἀντώνη Ἀντωνίου καὶ τὴν Κυρίαν Μαρίαν Χορμπούλη θὰ παρουσιάσῃ εἰς τὸ θέατρον τοῦ Λευκοῦ Πύργου τὴν κωμωδίαν «Ὁ Κατὰ Φαντασίαν Ἀσθενής». <box>600 755 831 875</box>
cinema-listing: ΕΙΡΗΝΗ: «Ἐκδίκησις». <box>1083 967 1185 977</box>
rotary-title: Ἡ συνεστίασις τῶν ροταριανῶν <box>1290 649 1429 678</box>
daily-puzzle-solution-title: Η ΛΥΣΙΣ ΤΟΥ ΧΘΕΣΙΝΟΥ <box>427 662 540 671</box>
column-rule <box>1078 135 1079 1985</box>
crossword-cell[interactable] <box>746 1387 767 1408</box>
crossword-cell[interactable] <box>705 1304 726 1325</box>
first-program-heading: Α' ΠΡΟΓΡΑΜΜΑ <box>1274 1076 1356 1087</box>
cinema-listing: ΒΕΡΟΙΑ: «Ὁ τελευταῖος σταθμός». <box>1083 1208 1235 1218</box>
estia-title: Η «Θρακική Εστία» <box>420 1107 548 1121</box>
crossword-cell[interactable] <box>643 1428 664 1449</box>
cinema-listing: ΔΙΟΝΥΣΙΑ: «Ὁ ναύαρχος». <box>1083 953 1200 963</box>
article-paragraph: Τ Ο ΚΑΤΩΤΕΡΩ δέκαπτόσημον ἀπὸ πολλῶν πλήρων γράμμα, μοῦ γράφει ἡ ἀναγνώστριά μας κ. «Ἰνὼ Βωλιάδου»: Διὰ τὴν ἐπίσκεψιν μας εἰς τὴν Ρόδον εἴδαμεν πολλὰ πράγματα ποὺ ἀξίζει νὰ γράψῃ κανείς. <box>57 1173 368 1220</box>
thessaloniki-article <box>57 146 368 1647</box>
banner-line-2: ΚΑΙ Ο ΚΟΣΜΟΣ <box>107 104 318 130</box>
anekdoto-box <box>383 417 585 521</box>
excursion-listing: ΤΟΥ ΥΠΑΙΘΡΙΟΥ ΖΩΗΣ εἰς Σταυρὸν – Ἀσπροβάλτα. Τηλ. 72-390. <box>1274 235 1436 256</box>
crossword-cell[interactable] <box>767 1428 788 1449</box>
theaters-heading: Τὰ θέατρα <box>600 180 831 208</box>
stixos-subtitle: ΤΗΝ ΩΡΑ ΠΟΥ ΦΕΥΓΕΣ <box>425 306 543 317</box>
taxi-box <box>383 1046 585 1098</box>
crossword-cell[interactable] <box>767 1345 788 1366</box>
crossword-cell[interactable] <box>622 1428 643 1449</box>
crossword-cell[interactable] <box>746 1283 767 1304</box>
mafia-tomorrow: ΑΥΡΙΟΝ: Ἡ συνέχεια <box>1313 2453 1405 2463</box>
mafia-text: — Παρακαλεῖτε νὰ πάτε εἰς τὴν Σικελίαν; ρώτησε ὁ νεαρὸς ἀστυνόμος. — Ὄχι, ἀπάντησε ὁ Μαρκέλλο, ἡ ἀλήθεια εἶναι ὅτι ἡ Μαφία ποτὲ δὲν ξεχνᾶ. Ὁ ἀρχηγὸς τῆς ὀργανώσεως κάθισε στὸ γραφεῖο του καὶ ἄναψε ἕνα πούρο, κοιτάζοντας τὸν ἐπισκέπτη του με ὕφος ψυχρό. Ὁ Βολόπο σηκώθηκε καὶ ἄνοιξε τὸ παράθυρο. Ἡ πόλις κοιμόταν. — Παρακαλεῖτε νὰ πάτε εἰς τὴν Σικελίαν; ρώτησε ὁ νεαρὸς ἀστυνόμος. — Ὄχι, ἀπάντησε ὁ Μαρκέλλο, ἡ ἀλήθεια εἶναι ὅτι ἡ Μαφία ποτὲ δὲν ξεχνᾶ. Ὁ ἀρχηγὸς τῆς ὀργανώσεως κάθισε στὸ γραφεῖο του καὶ ἄναψε ἕνα πούρο, κοιτάζοντας τὸν ἐπισκέπτη του με ὕφος ψυχρό. Ὁ Βολόπο σηκώθηκε καὶ ἄνοιξε τὸ παράθυρο. Ἡ πόλις κοιμόταν. — Παρακαλεῖτε νὰ πάτε εἰς τὴν Σικελίαν; ρώτησε ὁ νεαρὸς ἀστυνόμος. — Ὄχι, ἀπάντησε ὁ Μαρκέλλο, ἡ ἀλήθεια εἶναι ὅτι ἡ Μαφία ποτὲ δὲν ξεχνᾶ. Ὁ ἀρχηγὸς τῆς ὀργανώσεως κάθισε στὸ γραφεῖο του καὶ ἄναψε ἕνα πούρο, κοιτάζοντας τὸν ἐπισκέπτη του με ὕφος ψυχρό. Ὁ Βολόπο σηκώθηκε καὶ ἄνοιξε τὸ παράθυρο. Ἡ πόλις κοιμόταν. — Παρακαλεῖτε νὰ πάτε εἰς τὴν Σικελίαν; ρώτησε ὁ νεαρὸς ἀστυνόμος. — Ὄχι, ἀπάντησε ὁ Μαρκέλλο, ἡ ἀλήθεια εἶναι ὅτι ἡ Μαφία ποτὲ δὲν ξεχνᾶ. Ὁ ἀρχηγὸς τῆς ὀργανώσεως κάθισε στὸ γραφεῖο του καὶ ἄναψε ἕνα πούρο, κοιτάζοντας τὸν ἐπισκέπτη του με ὕφος ψυχρό. Ὁ Βολόπο σηκώθηκε καὶ ἄνοιξε τὸ παράθυρο. Ἡ πόλις κοιμόταν. — Παρακαλεῖτε νὰ πάτε εἰς τὴν Σικελίαν; ρώτησε ὁ νεαρὸς ἀστυνόμος. — Ὄχι, ἀπάντησε ὁ Μαρκέλλο, ἡ ἀλήθεια εἶναι ὅτι ἡ Μαφία ποτὲ δὲν ξεχνᾶ. Ὁ ἀρχηγὸς τῆς ὀργανώσεως κάθισε στὸ γραφεῖο του καὶ ἄναψε ἕνα πούρο, κοιτάζοντας τὸν ἐπισκέπτη του με ὕφος ψυχρό. Ὁ Βολόπο σηκώθηκε καὶ ἄνοιξε τὸ παράθυρο. Ἡ πόλις κοιμόταν. — Παρακαλεῖτε νὰ πάτε εἰς τὴν Σικελίαν; ρώτησε ὁ νεαρὸς ἀστυνόμος. — Ὄχι, ἀπάντησε ὁ Μαρκέλλο, ἡ ἀλήθεια εἶναι ὅτι ἡ Μαφία ποτὲ δὲν ξεχνᾶ. Ὁ ἀρχηγὸς τῆς ὀργανώσεως κάθισε στὸ γραφεῖο του καὶ ἄναψε ἕνα πούρο, κοιτάζοντας τὸν ἐπισκέπτη του με ὕφος ψυχρό. Ὁ Βολόπο σηκώθηκε καὶ ἄνοιξε τὸ παράθυρο. Ἡ πόλις κοιμόταν. — Παρακαλεῖτε νὰ πάτε εἰς τὴν Σικελίαν; ρώτησε ὁ νεαρὸς ἀστυνόμος. — Ὄχι, ἀπάντησε ὁ Μαρκέλλο, ἡ ἀλήθεια εἶναι ὅτι ἡ Μαφία ποτὲ δὲν ξεχνᾶ. Ὁ ἀρχηγὸς τῆς ὀργανώσεως κάθισε στὸ γραφεῖο του καὶ ἄναψε ἕνα πούρο, κοιτάζοντας τὸν ἐπισκέπτη του με ὕφος ψυχρό. Ὁ Βολόπο σηκώθηκε καὶ ἄνοιξε τὸ παράθυρο. Ἡ πόλις κοιμόταν. <box>1274 1525 1445 2449</box>
hospitals-title: ΕΦΗΜΕΡΕΥΟΝΤΑ ΝΟΣΟΚΟΜΕΙΑ <box>385 794 583 808</box>
crossword-cell[interactable] <box>684 1283 705 1304</box>
crossword-grid-wrap <box>600 1261 790 1451</box>
population-title: Κίνησις ΠΑΛΑΙΟΠΩΛΕΙΟΥ <box>397 904 570 919</box>
crossword-cell[interactable] <box>726 1345 746 1366</box>
cinema-listing: ΑΙΓΑΙΟΝ: «Ὁ κατάσκοπος». <box>1083 789 1205 799</box>
crossword-cell[interactable]: 8 <box>601 1408 622 1428</box>
crossword-cell[interactable] <box>746 1345 767 1366</box>
pharmacies-title: ΔΙΑΝΥΚΤΕΡΕΥΟΝΤΑ ΦΑΡΜΑΚΕΙΑ <box>422 692 546 719</box>
crossword-cell[interactable] <box>684 1345 705 1366</box>
philharmonic-title: Φιλαρμονικὴ Σόφιας <box>839 211 975 224</box>
crossword-cell[interactable] <box>726 1325 746 1345</box>
crossword-cell[interactable] <box>726 1408 746 1428</box>
theater-listing: ΑΡΓΩ: Τηλ. 35-180 — Ἐπιθεώρησις, ἔναρξις 9.45. <box>1083 327 1240 348</box>
painting-text: Εἰς τὴν αἴθουσαν «Χημεία» τῆς ὁδοῦ Τσιμισκῆ ἐγκαινιάζεται ἔκθεσις ζωγραφικῆς τοῦ νεαροῦ καλλιτέχνου. Εἰς τὴν αἴθουσαν «Χημεία» τῆς ὁδοῦ Τσιμισκῆ ἐγκαινιάζεται ἔκθεσις ζωγραφικῆς τοῦ νεαροῦ καλλιτέχνου. <box>839 799 1070 872</box>
theater-photo <box>600 340 882 622</box>
crossword-cell[interactable] <box>767 1325 788 1345</box>
column-shows <box>1083 135 1262 2234</box>
excursion-listing: ΤΟΥ ΟΜΙΛΟΥ ΕΚΔΡΟΜΩΝ ΚΑΙ ΠΕΡΙΗΓΗΣΕΩΝ, εἰς Ἀμφίπολιν – Σέρρας. Ἀναχώρησις 7 π.μ. Ἐγγραφαὶ εἰς τὰ γραφεῖα. <box>1274 188 1436 232</box>
filosofia-box <box>383 525 585 590</box>
cinema-listing: ΜΑΡΙΛΥΝ: «Ὁ πρίγκηψ». <box>1083 1078 1194 1088</box>
first-run-heading: Α' ΠΡΟΒΟΛΗΣ <box>1129 385 1217 399</box>
crossword-cell[interactable] <box>684 1428 705 1449</box>
crossword-cell[interactable]: 8 <box>746 1263 767 1283</box>
filosofia-text: Ὁ κόσμος δὲν γυρίζει ὅπως θέλει ὁ καθένας. Ἀλλὰ ὅποιος ἔχει ὑπομονὴ βλέπει τὴν τύχη του. (Παροιμία) <box>383 557 585 588</box>
daily-puzzle-box <box>383 596 585 683</box>
greco-text: Τὸ παιδικὸ θέατρο εἰς Καλαμαριὰν ἑτοιμάζει ἀφιέρωμα εἰς τὸν μεγάλον ζωγράφον Δομήνικον Θεοτοκόπουλον. <box>600 1009 831 1045</box>
crossword-cell[interactable] <box>622 1325 643 1345</box>
crossword-cell[interactable] <box>746 1304 767 1325</box>
crossword-cell[interactable]: 4 <box>664 1263 684 1283</box>
upcoming-heading: Προσεχῶς <box>1274 339 1445 362</box>
cinema-listing: ΓΑΛΑΞΙΑΣ: «Τὸ ἀρχοντόπουλο». <box>1083 939 1225 949</box>
daily-puzzle-text: Εἰς πόσα τετράγωνα διαιρεῖται ἕνα ὀρθογώνιο ἀπὸ τὶς διαγώνιες του; Ἡ λύσις αὔριον. <box>383 627 585 659</box>
crossword-cell[interactable]: 9 <box>601 1428 622 1449</box>
cinema-listing: ΑΤΤΙΚΟΝ: «Οἱ ἐχθροὶ τοῦ νόμου». <box>1083 676 1233 686</box>
cinema-listing: ΑΘΗΝΑ: «Ὁ Κύκλος τῆς Βαλτικῆς». <box>1083 623 1240 634</box>
article-paragraph: Ὁ διάβολος, δῆλον, ποὺ δὲν φοβᾶται κανένα — ἡ Ἑλληνικὴ ὕπαιθρος — δὲν θὰ γίνῃ ποτὲ ἕνας τόπος ἀπόγνωσης. Οἱ ἀγρόται θὰ ξαναβροῦν τὰ χωράφια των καὶ θὰ ζήσουν. <box>57 713 368 748</box>
crossword-cell[interactable] <box>726 1366 746 1387</box>
harbor-title: Κίνησις ΛΙΜΕΝΑΡΧΕΙΟΥ <box>402 972 566 987</box>
cinemas-heading: Οἱ κινηματογράφοι <box>1083 356 1262 382</box>
cinema-listing: ΙΛΙΣΙΑ: «Τὰ καράβια». <box>1083 1008 1181 1019</box>
date-day: ΤΕΤΑΡΤΗ <box>450 69 518 84</box>
cinema-listing: ΑΛΕΞΑΝΔΡΟΣ (Λεωφ. Νίκης): «Τὸ μυστικὸ τοῦ κάστρου» μὲ τὸν Στίβ Μάκ Κουήν. <box>1083 402 1256 435</box>
screenings-heading: ΠΡΟΒΟΛΑΙ <box>839 934 937 960</box>
excursion-listing: ΤΟΥ ΤΟΥΡΙΣΤΙΚΟΥ ΣΩΜΑΤΕΙΟΥ εἰς Πέλλαν – Ἔδεσσαν. Τηλ. 72-225. <box>1274 310 1430 331</box>
article-paragraph: Εἰς ἕνα ξένον ἔθνος ἀπόλυτα, καὶ ἀνοιχτόκαρδοι τῆς Τουρκίας, ἐκεῖ πρέπει νὰ θυμηθοῦν τὰ μεγάλα στρατόπεδα καὶ ὅλους ὅσους ἀπέθαναν διὰ τὴν ἐλευθερίαν. Ἡ ἱστορία θὰ κρίνῃ τὰς πράξεις καὶ τοὺς λαούς. <box>57 589 368 636</box>
article-paragraph: Εἰς ἕνα ξένον ἔθνος ἀπόλυτα, καὶ ἀνοιχτόκαρδοι τῆς Τουρκίας, ἐκεῖ πρέπει νὰ θυμηθοῦν τὰ μεγάλα στρατόπεδα καὶ ὅλους ὅσους ἀπέθαναν διὰ τὴν ἐλευθερίαν. Ἡ ἱστορία θὰ κρίνῃ τὰς πράξεις καὶ τοὺς λαούς. <box>57 1310 368 1356</box>
crossword-cell[interactable] <box>767 1366 788 1387</box>
mafia-part: 3ον <box>1350 1511 1369 1522</box>
cinema-listing: ΚΡΟΝΟΣ (25ης Μαρτίου): «Οἱ ἐπτὰ ἀνδρεῖοι». <box>1083 516 1245 538</box>
article-paragraph: Ο ΣΟΝ ΟΑΥΝΗΘΟΝ καὶ ἄν εἶναι τὸ τηλεγράφημα, ποὺ μεταδίδει τὸ Γαλλικὸν Πρακτορεῖον Εἰδήσεων ἀπὸ τὴν Ἄγκυραν, πρέπει ὅλοι νὰ τὸ διαβάσουν. Διὰ τὴν πληροφορίαν πλέον χρειάζεται διάθεσις τιμὴ μὲ τὴ νωπὰ τὰς ἀπὸ ἀδιάντροπα καυτηριάσω. <box>57 429 368 476</box>
date-month: ΣΕΠΤΕΜΒΡΙΟΥ <box>430 102 537 117</box>
crossword-cell[interactable] <box>684 1366 705 1387</box>
cinema-listing: ΚΑΤΙΑ: «Ἡ σκιά». <box>1083 1023 1162 1033</box>
crossword-cell[interactable] <box>726 1428 746 1449</box>
article-paragraph: Εἰς ἕνα ξένον ἔθνος ἀπόλυτα, καὶ ἀνοιχτόκαρδοι τῆς Τουρκίας, ἐκεῖ πρέπει νὰ θυμηθοῦν τὰ μεγάλα στρατόπεδα καὶ ὅλους ὅσους ἀπέθαναν διὰ τὴν ἐλευθερίαν. Ἡ ἱστορία θὰ κρίνῃ τὰς πράξεις καὶ τοὺς λαούς. <box>57 343 368 390</box>
crossword-cell[interactable]: 7 <box>726 1263 746 1283</box>
theater-listing: ΣΤΡΑΤΙΩΤΙΚΟΝ: Τηλ. 83-826 — «Μπαμπάς εἰς ὑπηρεσίαν», ἔναρξις 9.30. <box>1083 266 1261 287</box>
cinema-listing: ΣΕΡΡΑΙ: «Ἡ γυναίκα μου ἡ κυρία». <box>1083 1221 1237 1232</box>
crossword-grid[interactable] <box>600 1261 790 1451</box>
crossword-cell[interactable] <box>705 1283 726 1304</box>
cinema-listing: ΠΑΛΛΑΣ: «Ποιὸς θὰ βγῇ πρῶτος». <box>1083 566 1234 576</box>
column-rule <box>1268 135 1269 2206</box>
article-paragraph: Μ ΟΥ ΓΡΑΦΕΙ ὁ κ. Κ.Κ.Τ.: «Ἐπιστρέφοντας εἰς Κοζάνην, εἶς τὸ θεωρητικὸν καὶ τὸ ἐφαρμοσμένον, νὰ ἀναφέρω τὸ κοινὸν παράπονον τῶν κατοίκων διὰ τὸν δρόμον.» <box>57 837 368 872</box>
cinema-listing: ΑΚΤΑΙΟΝ: «Ἀγάπη καὶ θάνατος». <box>1083 828 1229 838</box>
cinema-listing: ΑΣΤΥ: «Σφυρίχτρα». <box>1083 897 1173 908</box>
cinema-listing: ΜΑΪΩΝ: «Ἕνας ἥρωας». <box>1083 1065 1190 1075</box>
radio-section <box>1274 1029 1445 1443</box>
second-run-heading: Β' ΠΡΟΒΟΛΗΣ <box>1129 606 1217 620</box>
sunday-heading: Τὴν Κυριακὴν <box>1274 161 1445 185</box>
theaters-subheading: Τὰ θέατρα <box>1083 178 1262 201</box>
crossword-cell[interactable] <box>622 1408 643 1428</box>
director-address: Τσιμισκῆ 83 <box>457 192 511 201</box>
photo-side-text: Εἰς τὸ θέατρον Ἑταιρείας Μακεδονικῶν Σπουδῶν θὰ δώσῃ συναυλίαν ἡ Φιλαρμονικὴ ὀρχήστρα τῆς Σόφιας. Τὸ πρόγραμμα περιλαμβάνει ἔργα Μπετόβεν καὶ Τσαϊκόφσκι. Ἡ μετάβασις ἡ χορογραφία τοῦ θεάτρου καὶ ἡ σκηνοθεσία θὰ παρουσιάσουν μερικὰς ἐκπλήξεις εἰς τὸ κοινὸν τῆς πόλεως. Ὁ θίασος ἀρχαίου δράματος τοῦ κρατικοῦ θεάτρου Βορείου Ἑλλάδος ἐτοιμάζει νέαν παράστασιν εἰς τὸ Θέατρον τοῦ Λυκαβηττοῦ. Ὁ σκηνοθέτης καὶ οἱ ἠθοποιοὶ ἐργάζονται ἐντατικῶς διὰ τὴν ἐπιτυχίαν. Εἰς τὸ θέατρον Ἑταιρείας Μακεδονικῶν Σπουδῶν θὰ δώσῃ συναυλίαν ἡ Φιλαρμονικὴ ὀρχήστρα τῆς Σόφιας. Τὸ πρόγραμμα περιλαμβάνει ἔργα Μπετόβεν καὶ Τσαϊκόφσκι. Ἡ μετάβασις ἡ χορογραφία τοῦ θεάτρου καὶ ἡ σκηνοθεσία θὰ παρουσιάσουν μερικὰς ἐκπλήξεις εἰς τὸ κοινὸν τῆς πόλεως. <box>889 340 1070 667</box>
crossword-cell[interactable] <box>664 1428 684 1449</box>
section-divider: * * * <box>170 1151 255 1168</box>
crossword-cell[interactable] <box>601 1387 622 1408</box>
crossword-cell[interactable] <box>684 1408 705 1428</box>
excursion-listing: ΤΟΥ ΠΕΡΙΗΓΗΤΙΚΟΥ ΟΜΙΛΟΥ 19 Σεπτ. εἰς Ἰωάννινα – Μέτσοβον. <box>1274 415 1419 437</box>
greco-title: Διὰ τὸν Γκρέκο <box>656 994 775 1010</box>
crossword-cell[interactable]: 2 <box>622 1263 643 1283</box>
article-paragraph: Ἀλλά, εἰς ἕνα ὁπὸ ἄλλα ποὺ θερίζουν τοὺς ξένους, πρέπει νὰ προστεθῇ καὶ ἡ ἀνοχὴ τῶν ἄλλων διὰ τὴν ἐλευθερίαν τῶν Ἑλλήνων. <box>57 1593 368 1628</box>
column-arts <box>600 135 1070 1208</box>
daily-puzzle-solution: Οἱ ἀριθμοὶ ἦσαν 6 καὶ 14 καὶ 21. <box>412 671 555 681</box>
cinema-listing: ΒΙΟΛΕΤΤΑ: «Ὁ δρόμος». <box>1083 926 1191 936</box>
hospitals-box <box>383 790 585 894</box>
sunday-listings <box>1274 188 1445 333</box>
crossword-cell[interactable]: 5 <box>684 1263 705 1283</box>
crossword-cell[interactable] <box>746 1325 767 1345</box>
crossword-cell[interactable]: 9 <box>767 1263 788 1283</box>
taxi-title: Τηλέφωνα ΤΑΞΙ <box>432 1051 536 1065</box>
province-heading: ΕΠΑΡΧΙΩΝ <box>1139 1191 1207 1205</box>
diana-text: Εἰς τὸ θέατρον «Διάνα» συνεχίζεται ἡ παράστασις τοῦ ἔργου «Ὁ Πλοῦτος» τοῦ Ἀριστοφάνους μὲ μεγάλην ἐπιτυχίαν. Ὁ θίασος τῆς «Λαϊκῆς Σκηνῆς» μὲ τὸν κ. Ἀντώνη Ἀντωνίου καὶ τὴν Κυρίαν Μαρίαν Χορμπούλη θὰ παρουσιάσῃ εἰς τὸ θέατρον τοῦ Λευκοῦ Πύργου τὴν κωμωδίαν «Ὁ Κατὰ Φαντασίαν Ἀσθενής». <box>600 894 831 990</box>
crossword-cell[interactable] <box>622 1283 643 1304</box>
crossword-cell[interactable] <box>746 1428 767 1449</box>
